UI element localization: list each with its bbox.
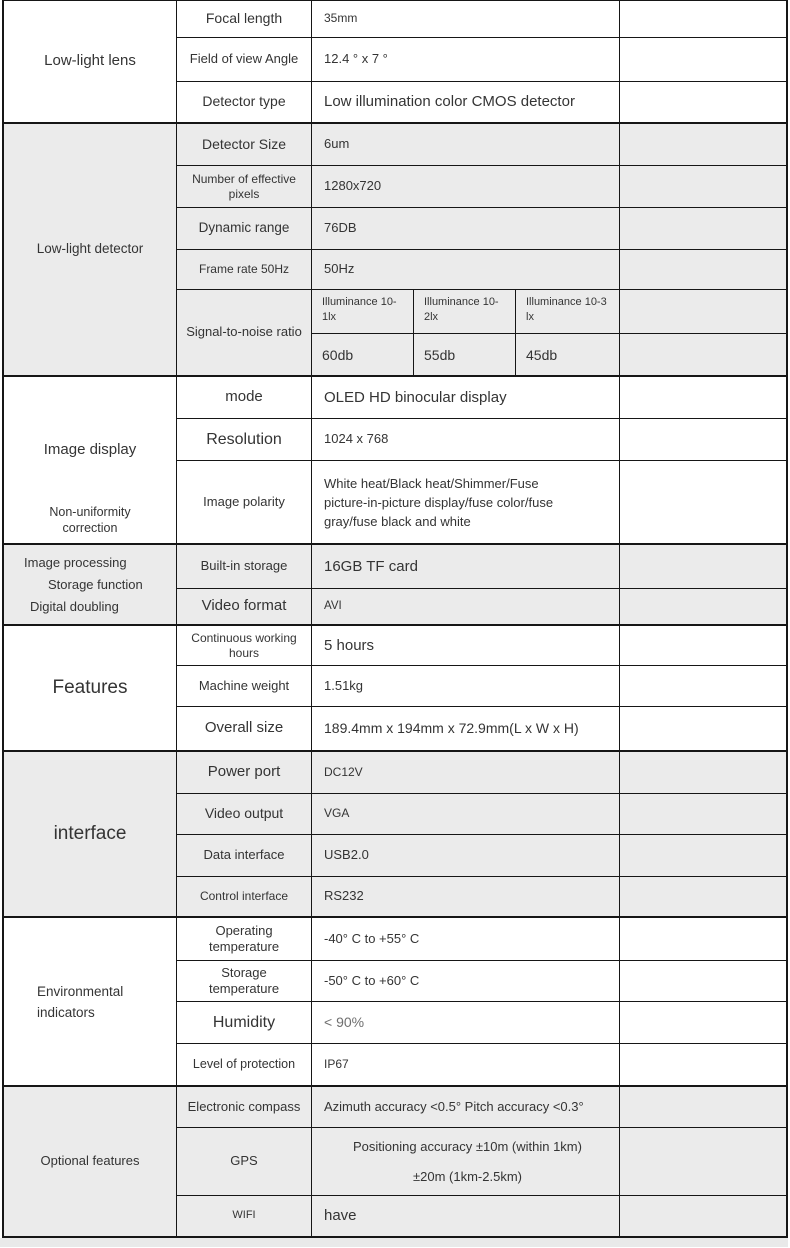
- category-note: Non-uniformity correction: [49, 505, 131, 535]
- empty-cell: [620, 918, 786, 961]
- effective-pixels-value: 1280x720: [312, 166, 620, 208]
- gps-label: GPS: [177, 1128, 312, 1196]
- machine-weight-value: 1.51kg: [312, 666, 620, 707]
- category-label: Low-light lens: [44, 52, 136, 70]
- control-interface-value: RS232: [312, 877, 620, 916]
- empty-cell: [620, 208, 786, 250]
- wifi-value: have: [312, 1196, 620, 1236]
- empty-cell: [620, 124, 786, 166]
- control-interface-label: Control interface: [177, 877, 312, 916]
- snr-condition-2: Illuminance 10-2lx: [414, 290, 516, 334]
- section-low-light-detector: [4, 122, 786, 375]
- detector-type-label: Detector type: [177, 82, 312, 122]
- electronic-compass-value: Azimuth accuracy <0.5° Pitch accuracy <0.3°: [312, 1087, 620, 1128]
- category-features: [4, 626, 177, 750]
- section-image-processing: [4, 543, 786, 624]
- resolution-value: 1024 x 768: [312, 419, 620, 461]
- empty-cell: [620, 589, 786, 624]
- section-low-light-lens: [4, 1, 786, 122]
- power-port-value: DC12V: [312, 752, 620, 794]
- empty-cell: [620, 461, 786, 543]
- empty-cell: [620, 1, 786, 38]
- storage-temperature-value: -50° C to +60° C: [312, 961, 620, 1002]
- empty-cell: [620, 835, 786, 877]
- category-environmental-indicators: [4, 918, 177, 1085]
- empty-cell: [620, 752, 786, 794]
- built-in-storage-value: 16GB TF card: [312, 545, 620, 589]
- operating-temperature-label: Operating temperature: [177, 918, 312, 961]
- category-label: Low-light detector: [36, 241, 144, 257]
- empty-cell: [620, 377, 786, 419]
- operating-temperature-value: -40° C to +55° C: [312, 918, 620, 961]
- spec-table: [2, 0, 788, 1238]
- electronic-compass-label: Electronic compass: [177, 1087, 312, 1128]
- data-interface-label: Data interface: [177, 835, 312, 877]
- category-line-1: Image processing: [24, 554, 127, 570]
- category-image-processing: [4, 545, 177, 624]
- detector-size-label: Detector Size: [177, 124, 312, 166]
- empty-cell: [620, 250, 786, 290]
- section-optional-features: [4, 1085, 786, 1236]
- snr-condition-3: Illuminance 10-3 lx: [516, 290, 620, 334]
- image-polarity-label: Image polarity: [177, 461, 312, 543]
- snr-condition-1: Illuminance 10-1lx: [312, 290, 414, 334]
- video-format-value: AVI: [312, 589, 620, 624]
- empty-cell: [620, 961, 786, 1002]
- focal-length-label: Focal length: [177, 1, 312, 38]
- empty-cell: [620, 1128, 786, 1196]
- empty-cell: [620, 1002, 786, 1044]
- category-label: Features: [52, 677, 128, 699]
- empty-cell: [620, 82, 786, 122]
- category-label: Optional features: [40, 1153, 140, 1169]
- gps-value-line-2: ±20m (1km-2.5km): [413, 1169, 522, 1184]
- image-polarity-value: White heat/Black heat/Shimmer/Fuse picture-in-picture display/fuse color/fuse gray/fuse black and white: [312, 461, 620, 543]
- gps-value: [312, 1128, 620, 1196]
- working-hours-value: 5 hours: [312, 626, 620, 666]
- snr-value-1: 60db: [312, 334, 414, 375]
- empty-cell: [620, 334, 786, 375]
- empty-cell: [620, 794, 786, 835]
- video-format-label: Video format: [177, 589, 312, 624]
- empty-cell: [620, 38, 786, 82]
- field-of-view-label: Field of view Angle: [177, 38, 312, 82]
- snr-value-3: 45db: [526, 346, 558, 363]
- protection-level-value: IP67: [312, 1044, 620, 1085]
- empty-cell: [620, 1087, 786, 1128]
- resolution-label: Resolution: [177, 419, 312, 461]
- humidity-value: < 90%: [312, 1002, 620, 1044]
- category-optional-features: [4, 1087, 177, 1236]
- category-label: Image display: [43, 441, 137, 458]
- category-label: interface: [53, 823, 127, 845]
- data-interface-value: USB2.0: [312, 835, 620, 877]
- overall-size-value: 189.4mm x 194mm x 72.9mm(L x W x H): [312, 707, 620, 750]
- detector-type-value: Low illumination color CMOS detector: [312, 82, 620, 122]
- category-label: Environmental indicators: [37, 983, 124, 1020]
- video-output-label: Video output: [177, 794, 312, 835]
- category-low-light-detector: [4, 124, 177, 375]
- snr-label: Signal-to-noise ratio: [177, 290, 312, 375]
- page-bottom-strip: [0, 1238, 788, 1247]
- dynamic-range-value: 76DB: [312, 208, 620, 250]
- category-interface: [4, 752, 177, 916]
- category-line-2: Storage function: [48, 576, 143, 592]
- snr-subtable: [312, 290, 620, 375]
- section-environmental-indicators: [4, 916, 786, 1085]
- working-hours-label: Continuous working hours: [177, 626, 312, 666]
- section-interface: [4, 750, 786, 916]
- category-low-light-lens: [4, 1, 177, 122]
- empty-cell: [620, 877, 786, 916]
- dynamic-range-label: Dynamic range: [177, 208, 312, 250]
- gps-value-line-1: Positioning accuracy ±10m (within 1km): [353, 1139, 582, 1154]
- category-line-3: Digital doubling: [30, 598, 119, 614]
- built-in-storage-label: Built-in storage: [177, 545, 312, 589]
- empty-cell: [620, 666, 786, 707]
- section-image-display: [4, 375, 786, 543]
- machine-weight-label: Machine weight: [177, 666, 312, 707]
- empty-cell: [620, 419, 786, 461]
- empty-cell: [620, 545, 786, 589]
- effective-pixels-label: Number of effective pixels: [177, 166, 312, 208]
- protection-level-label: Level of protection: [177, 1044, 312, 1085]
- empty-cell: [620, 166, 786, 208]
- section-features: [4, 624, 786, 750]
- mode-label: mode: [177, 377, 312, 419]
- wifi-label: WIFI: [177, 1196, 312, 1236]
- storage-temperature-label: Storage temperature: [177, 961, 312, 1002]
- mode-value: OLED HD binocular display: [312, 377, 620, 419]
- empty-cell: [620, 290, 786, 334]
- empty-cell: [620, 1196, 786, 1236]
- frame-rate-value: 50Hz: [312, 250, 620, 290]
- power-port-label: Power port: [177, 752, 312, 794]
- focal-length-value: 35mm: [312, 1, 620, 38]
- detector-size-value: 6um: [312, 124, 620, 166]
- category-image-display: [4, 377, 177, 543]
- overall-size-label: Overall size: [177, 707, 312, 750]
- field-of-view-value: 12.4 ° x 7 °: [312, 38, 620, 82]
- snr-value-2: 55db: [414, 334, 516, 375]
- empty-cell: [620, 626, 786, 666]
- empty-cell: [620, 707, 786, 750]
- empty-cell: [620, 1044, 786, 1085]
- humidity-label: Humidity: [177, 1002, 312, 1044]
- video-output-value: VGA: [312, 794, 620, 835]
- frame-rate-label: Frame rate 50Hz: [177, 250, 312, 290]
